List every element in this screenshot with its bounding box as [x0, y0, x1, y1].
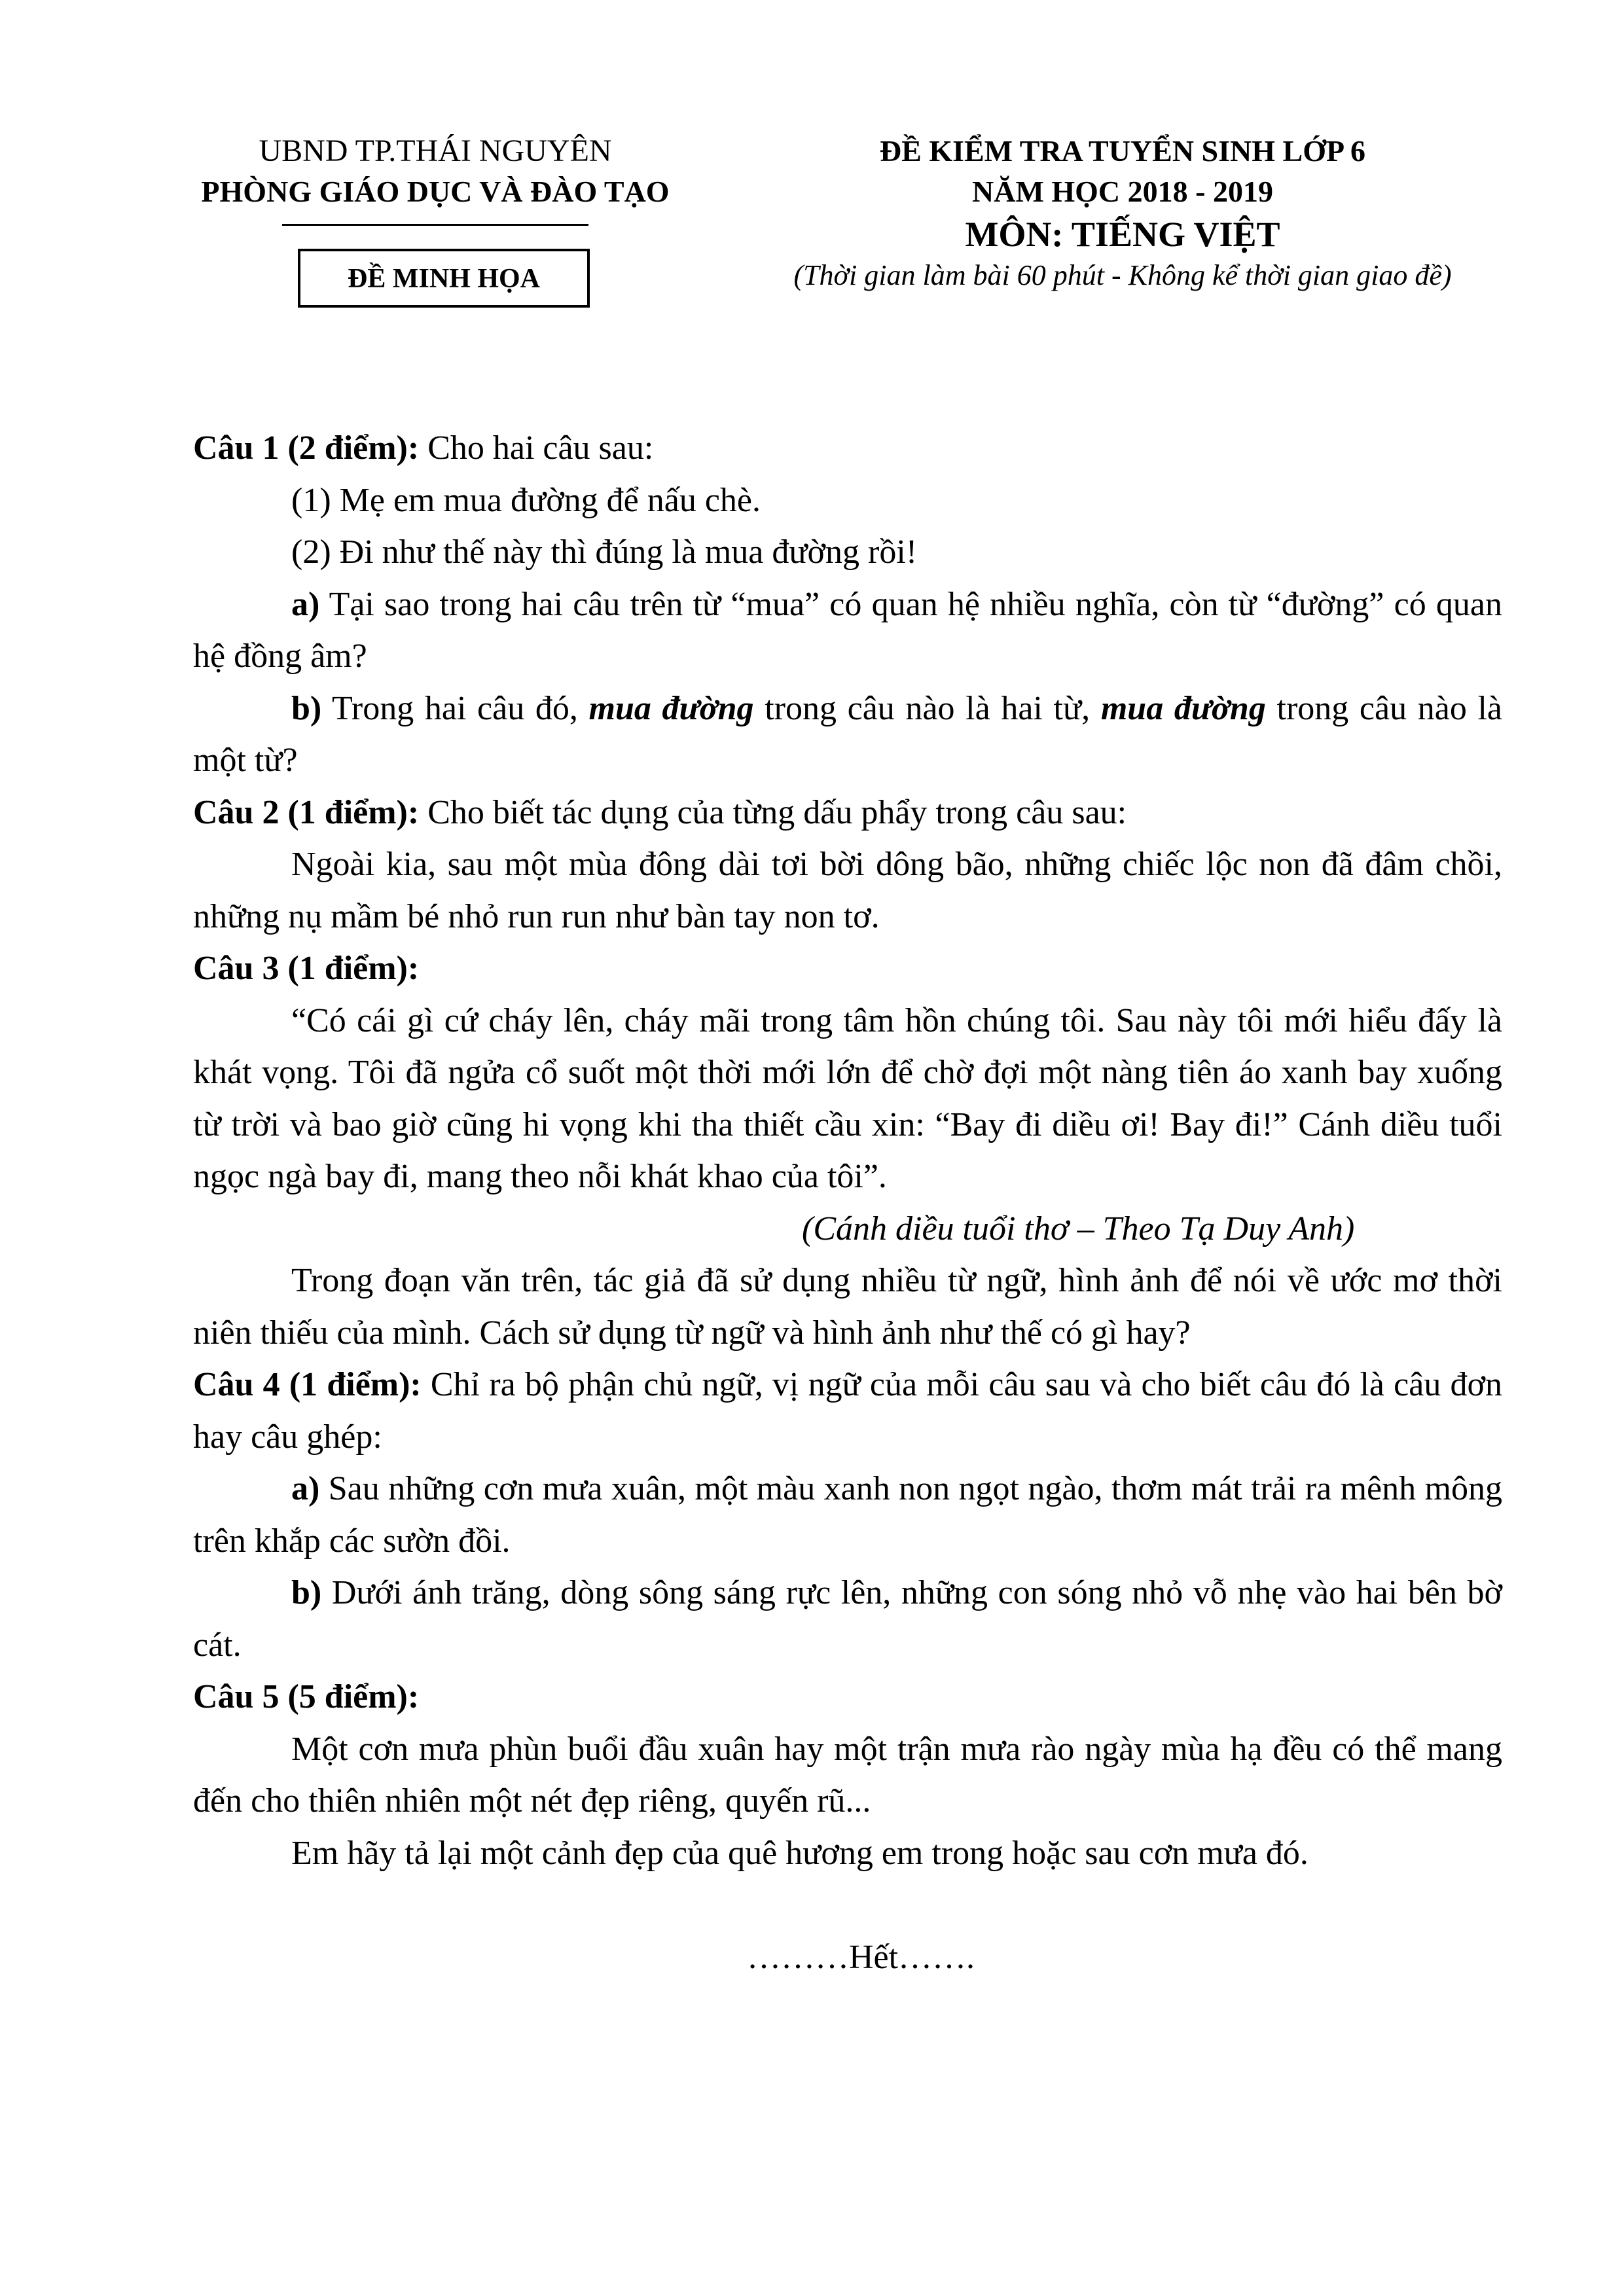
q2-label: Câu 2 (1 điểm): [193, 793, 420, 831]
q1-b-emphasis-1: mua đường [588, 689, 754, 727]
agency-name: UBND TP.THÁI NGUYÊN [259, 134, 612, 168]
q2-intro: Cho biết tác dụng của từng dấu phẩy trong câu sau: [419, 793, 1127, 831]
q1-heading [193, 422, 1502, 475]
header-right [713, 131, 1532, 295]
q1-intro: Cho hai câu sau: [419, 429, 654, 467]
q2-heading [193, 787, 1502, 839]
school-year: NĂM HỌC 2018 - 2019 [972, 175, 1273, 208]
q4-a-label: a) [291, 1470, 320, 1507]
q1-part-a [193, 579, 1502, 683]
q4-b-text: Dưới ánh trăng, dòng sông sáng rực lên, những con sóng nhỏ vỗ nhẹ vào hai bên bờ cát. [193, 1574, 1502, 1664]
exam-title: ĐỀ KIỂM TRA TUYỂN SINH LỚP 6 [879, 134, 1366, 168]
department-name: PHÒNG GIÁO DỤC VÀ ĐÀO TẠO [201, 175, 670, 208]
time-note: (Thời gian làm bài 60 phút - Không kể thời gian giao đề) [793, 259, 1452, 291]
end-marker: ………Hết……. [746, 1939, 975, 1976]
q1-b-text-1: Trong hai câu đó, [321, 689, 589, 727]
sample-exam-box: ĐỀ MINH HỌA [298, 249, 590, 308]
q4-part-a [193, 1463, 1502, 1567]
header-left [177, 131, 694, 226]
header-underline [282, 224, 588, 226]
exam-body [193, 422, 1502, 1984]
q1-b-text-3: trong câu nào là một từ? [193, 689, 1502, 779]
q1-b-emphasis-2: mua đường [1100, 689, 1266, 727]
q1-sentence-1: (1) Mẹ em mua đường để nấu chè. [291, 481, 761, 519]
q3-label: Câu 3 (1 điểm): [193, 950, 420, 987]
q4-part-b [193, 1567, 1502, 1671]
q1-b-text-2: trong câu nào là hai từ, [753, 689, 1101, 727]
q3-quote: “Có cái gì cứ cháy lên, cháy mãi trong tâm hồn chúng tôi. Sau này tôi mới hiểu đấy là khát vọng. Tôi đã ngửa cổ suốt một thời mới lớn để chờ đợi một nàng tiên áo xanh bay xuống từ trời và bao giờ cũng hi vọng khi tha thiết cầu xin: “Bay đi diều ơi! Bay đi!” Cánh diều tuổi ngọc ngà bay đi, mang theo nỗi khát khao của tôi”. [193, 1001, 1502, 1195]
q4-label: Câu 4 (1 điểm): [193, 1366, 422, 1403]
subject: MÔN: TIẾNG VIỆT [965, 215, 1280, 254]
q1-part-b [193, 683, 1502, 787]
q1-label: Câu 1 (2 điểm): [193, 429, 420, 467]
q1-sentence-2: (2) Đi như thế này thì đúng là mua đường rồi! [291, 533, 918, 571]
q5-paragraph-1: Một cơn mưa phùn buổi đầu xuân hay một trận mưa rào ngày mùa hạ đều có thể mang đến cho thiên nhiên một nét đẹp riêng, quyến rũ... [193, 1730, 1502, 1820]
q5-paragraph-2: Em hãy tả lại một cảnh đẹp của quê hương em trong hoặc sau cơn mưa đó. [291, 1834, 1308, 1872]
q1-b-label: b) [291, 689, 322, 727]
q4-b-label: b) [291, 1574, 322, 1611]
q2-sentence: Ngoài kia, sau một mùa đông dài tơi bời dông bão, những chiếc lộc non đã đâm chồi, những nụ mầm bé nhỏ run run như bàn tay non tơ. [193, 846, 1502, 935]
q4-intro: Chỉ ra bộ phận chủ ngữ, vị ngữ của mỗi câu sau và cho biết câu đó là câu đơn hay câu ghép: [193, 1366, 1503, 1456]
q5-label: Câu 5 (5 điểm): [193, 1678, 420, 1715]
q3-question: Trong đoạn văn trên, tác giả đã sử dụng nhiều từ ngữ, hình ảnh để nói về ước mơ thời niên thiếu của mình. Cách sử dụng từ ngữ và hình ảnh như thế có gì hay? [193, 1262, 1502, 1352]
q1-a-text: Tại sao trong hai câu trên từ “mua” có quan hệ nhiều nghĩa, còn từ “đường” có quan hệ đồng âm? [193, 585, 1502, 675]
q4-a-text: Sau những cơn mưa xuân, một màu xanh non ngọt ngào, thơm mát trải ra mênh mông trên khắp các sườn đồi. [193, 1470, 1502, 1560]
q4-heading [193, 1359, 1502, 1463]
q1-a-label: a) [291, 585, 320, 623]
q3-source: (Cánh diều tuổi thơ – Theo Tạ Duy Anh) [802, 1210, 1355, 1247]
